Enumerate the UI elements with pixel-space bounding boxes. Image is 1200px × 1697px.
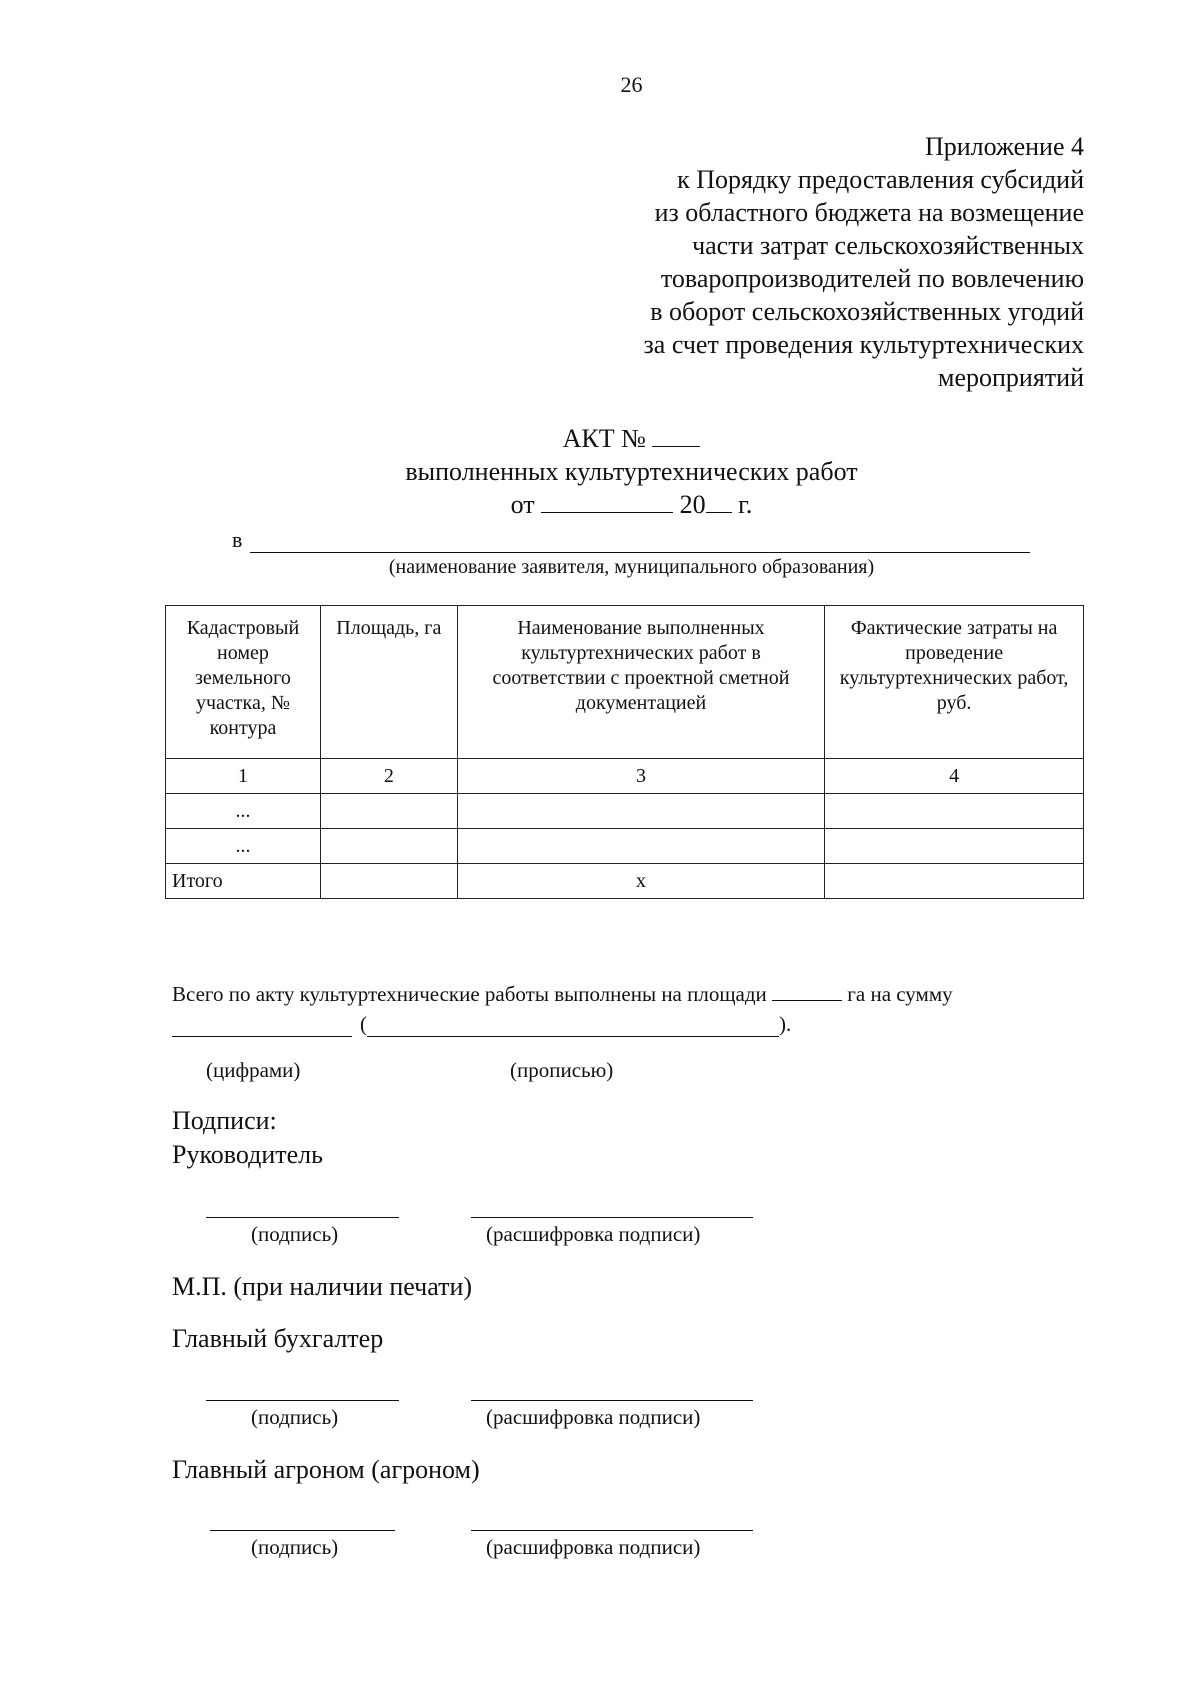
total-area-cell[interactable]	[320, 864, 457, 899]
table-header-row	[166, 606, 1084, 759]
table-cell[interactable]	[825, 829, 1084, 864]
total-summary-line	[172, 982, 953, 1007]
act-subtitle: выполненных культуртехнических работ	[405, 457, 858, 486]
table-cell[interactable]	[825, 794, 1084, 829]
appendix-line: товаропроизводителей по вовлечению	[660, 264, 1084, 293]
head-signature-caption: (подпись)	[251, 1222, 339, 1246]
table-cell: ...	[166, 829, 321, 864]
page-number: 26	[620, 72, 643, 97]
appendix-line: Приложение 4	[924, 132, 1084, 161]
act-title: АКТ №	[562, 424, 646, 453]
act-title-block	[0, 422, 1200, 521]
column-number: 4	[825, 759, 1084, 794]
act-year-blank[interactable]	[706, 488, 732, 513]
act-number-blank[interactable]	[652, 422, 700, 447]
table-row	[166, 829, 1084, 864]
agronomist-role: Главный агроном (агроном)	[172, 1455, 480, 1484]
total-works-cell: х	[457, 864, 824, 899]
applicant-caption: (наименование заявителя, муниципального образования)	[388, 556, 875, 578]
table-cell[interactable]	[320, 794, 457, 829]
act-date-prefix: от	[510, 490, 535, 519]
column-number: 2	[320, 759, 457, 794]
table-total-row	[166, 864, 1084, 899]
agronomist-signature-caption: (подпись)	[251, 1535, 339, 1559]
table-row	[166, 794, 1084, 829]
table-cell[interactable]	[457, 829, 824, 864]
accountant-decoding-caption: (расшифровка подписи)	[486, 1405, 701, 1429]
act-date-year: 20	[679, 490, 706, 519]
table-cell[interactable]	[457, 794, 824, 829]
total-sum-line	[172, 1012, 791, 1037]
agronomist-signature-line[interactable]	[210, 1530, 395, 1531]
appendix-line: мероприятий	[938, 363, 1084, 392]
applicant-line	[232, 527, 1030, 553]
column-number: 1	[166, 759, 321, 794]
act-date-suffix: г.	[738, 490, 753, 519]
head-role: Руководитель	[172, 1140, 323, 1169]
column-number: 3	[457, 759, 824, 794]
total-area-blank[interactable]	[772, 982, 842, 1001]
sum-words-blank[interactable]	[367, 1016, 779, 1037]
paren-open: (	[360, 1012, 367, 1036]
total-text-start: Всего по акту культуртехнические работы выполнены на площади	[172, 982, 767, 1006]
appendix-line: части затрат сельскохозяйственных	[692, 231, 1084, 260]
agronomist-decoding-line[interactable]	[471, 1530, 753, 1531]
table-cell[interactable]	[320, 829, 457, 864]
agronomist-decoding-caption: (расшифровка подписи)	[486, 1535, 701, 1559]
appendix-line: за счет проведения культуртехнических	[643, 330, 1084, 359]
stamp-note: М.П. (при наличии печати)	[172, 1272, 473, 1301]
appendix-line: к Порядку предоставления субсидий	[677, 165, 1084, 194]
appendix-header	[524, 130, 1084, 394]
header-area: Площадь, га	[320, 606, 457, 759]
appendix-line: в оборот сельскохозяйственных угодий	[650, 297, 1084, 326]
header-works: Наименование выполненных культуртехнических работ в соответствии с проектной сметной документацией	[457, 606, 824, 759]
total-costs-cell[interactable]	[825, 864, 1084, 899]
works-table	[165, 605, 1084, 899]
header-cadastral: Кадастровый номер земельного участка, № контура	[166, 606, 321, 759]
head-decoding-line[interactable]	[471, 1217, 753, 1218]
act-date-blank[interactable]	[541, 488, 673, 513]
caption-words: (прописью)	[510, 1058, 614, 1082]
table-cell: ...	[166, 794, 321, 829]
act-number-line	[0, 422, 1200, 455]
accountant-signature-line[interactable]	[206, 1400, 399, 1401]
applicant-blank[interactable]	[250, 532, 1030, 553]
accountant-decoding-line[interactable]	[471, 1400, 753, 1401]
total-label: Итого	[166, 864, 321, 899]
total-text-mid: га на сумму	[847, 982, 953, 1006]
head-signature-line[interactable]	[206, 1217, 399, 1218]
paren-close: ).	[779, 1012, 792, 1036]
header-costs: Фактические затраты на проведение культуртехнических работ, руб.	[825, 606, 1084, 759]
caption-digits: (цифрами)	[206, 1058, 301, 1082]
table-number-row	[166, 759, 1084, 794]
signatures-heading: Подписи:	[172, 1106, 277, 1135]
appendix-line: из областного бюджета на возмещение	[654, 198, 1084, 227]
accountant-role: Главный бухгалтер	[172, 1324, 384, 1353]
head-decoding-caption: (расшифровка подписи)	[486, 1222, 701, 1246]
sum-digits-blank[interactable]	[172, 1016, 352, 1037]
accountant-signature-caption: (подпись)	[251, 1405, 339, 1429]
act-date-line	[0, 488, 1200, 521]
applicant-prefix: в	[232, 527, 243, 552]
